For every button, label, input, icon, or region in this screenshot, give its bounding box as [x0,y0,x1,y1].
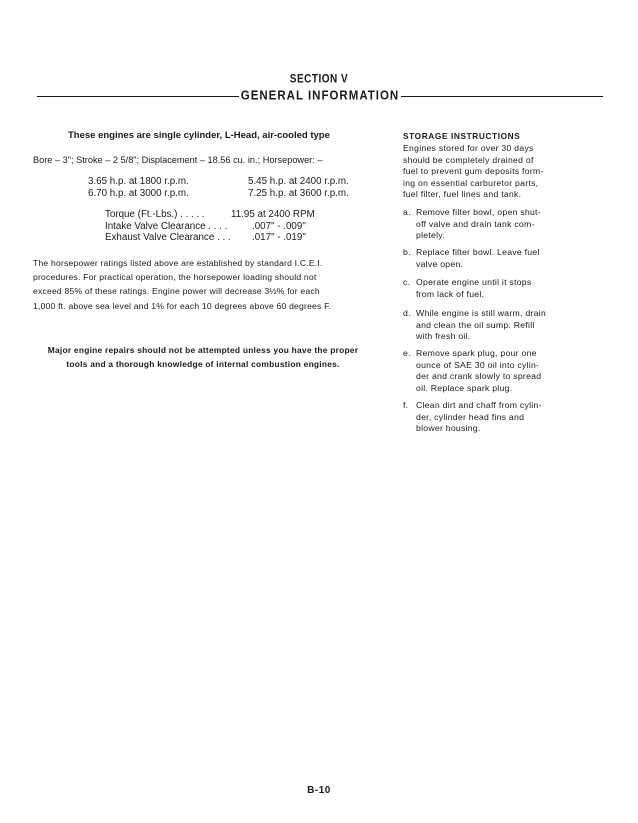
intro-line: fuel to prevent gum deposits form- [403,166,544,177]
spec-table [105,209,345,244]
step-line: der and crank slowly to spread [416,371,542,382]
step-line: from lack of fuel. [416,288,485,299]
step-line: valve open. [416,258,464,269]
engine-type-heading: These engines are single cylinder, L-Head, air-cooled type [68,130,330,141]
hp-row [88,176,358,188]
step-line: Replace filter bowl. Leave fuel [416,247,540,257]
spec-value: 11.95 at 2400 RPM [231,209,315,220]
spec-row [105,221,345,233]
storage-heading: STORAGE INSTRUCTIONS [403,131,521,141]
hp-cell: 3.65 h.p. at 1800 r.p.m. [88,176,189,187]
spec-label: Torque (Ft.-Lbs.) . . . . . [105,209,205,220]
storage-step-c [403,277,603,300]
intro-line: should be completely drained of [403,154,534,165]
spec-value: .017" - .019" [252,232,306,243]
hp-cell: 7.25 h.p. at 3600 r.p.m. [248,187,349,199]
intro-line: Engines stored for over 30 days [403,143,534,153]
step-line: oil. Replace spark plug. [416,382,513,393]
step-line: blower housing. [416,423,481,434]
step-letter: e. [403,348,411,358]
spec-label: Exhaust Valve Clearance . . . [105,232,231,243]
intro-line: ing on essential carburetor parts, [403,177,539,188]
storage-step-b [403,247,603,270]
spec-row [105,232,345,244]
page-number: B-10 [307,785,331,796]
step-line: off valve and drain tank com- [416,218,535,229]
step-line: While engine is still warm, drain [416,308,546,318]
step-line: ounce of SAE 30 oil into cylin- [416,359,540,370]
title-rule-left [37,96,239,97]
paragraph-line: exceed 85% of these ratings. Engine power will decrease 3½% for each [33,286,320,297]
warning-line: Major engine repairs should not be attempted unless you have the proper [47,345,359,355]
step-letter: d. [403,308,411,318]
step-line: Operate engine until it stops [416,277,532,287]
horsepower-table [88,176,358,200]
storage-step-d [403,308,603,343]
step-line: Remove filter bowl, open shut- [416,207,541,217]
spec-value: .007" - .009" [252,220,306,232]
hp-cell: 6.70 h.p. at 3000 r.p.m. [88,187,189,199]
ratings-paragraph [33,256,373,313]
step-letter: b. [403,247,411,257]
step-line: Remove spark plug, pour one [416,348,537,358]
paragraph-line: procedures. For practical operation, the horsepower loading should not [33,272,317,283]
storage-step-a [403,207,603,242]
step-line: and clean the oil sump. Refill [416,319,535,330]
paragraph-line: 1,000 ft. above sea level and 1% for each 10 degrees above 60 degrees F. [33,300,332,311]
step-letter: f. [403,400,409,410]
step-line: pletely. [416,230,445,241]
step-line: der, cylinder head fins and [416,411,525,422]
storage-steps [403,0,603,823]
warning-line: tools and a thorough knowledge of internal combustion engines. [66,359,340,369]
page-title: GENERAL INFORMATION [240,89,400,103]
storage-step-f [403,400,603,435]
step-letter: c. [403,277,411,287]
spec-row [105,209,345,221]
hp-cell: 5.45 h.p. at 2400 r.p.m. [248,176,349,187]
intro-line: fuel filter, fuel lines and tank. [403,189,522,200]
storage-step-e [403,348,603,394]
step-line: Clean dirt and chaff from cylin- [416,400,542,410]
step-line: with fresh oil. [416,331,471,342]
paragraph-line: The horsepower ratings listed above are established by standard I.C.E.I. [33,258,323,268]
spec-label: Intake Valve Clearance . . . . [105,220,228,232]
step-letter: a. [403,207,411,217]
hp-row [88,188,358,200]
bore-stroke-line: Bore – 3"; Stroke – 2 5/8"; Displacement – 18.56 cu. in.; Horsepower: – [33,155,323,165]
section-label: SECTION V [289,73,349,86]
repairs-warning [33,343,373,371]
